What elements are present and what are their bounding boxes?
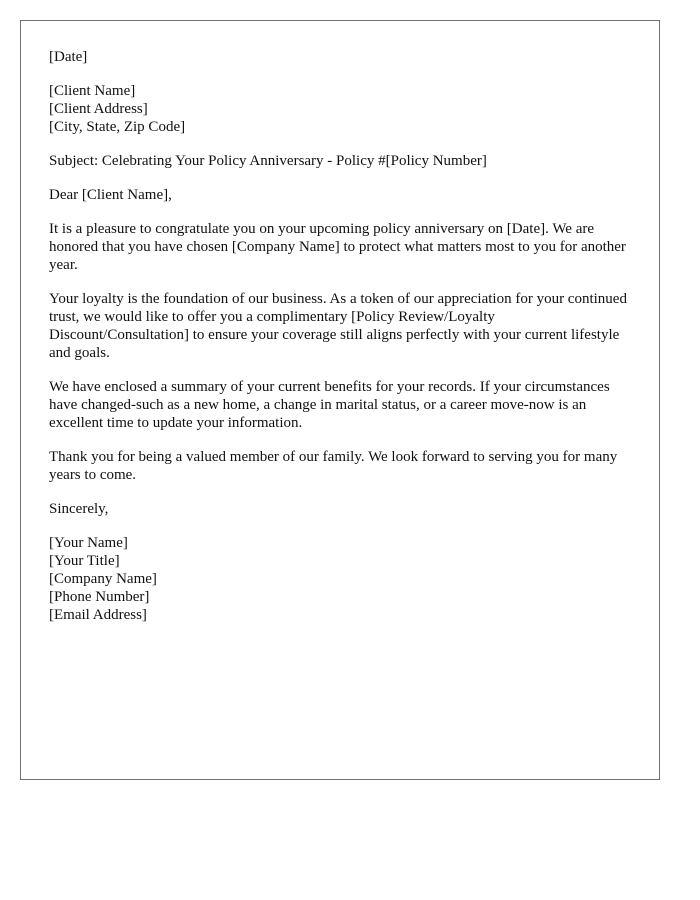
client-name: [Client Name] — [49, 83, 136, 99]
letter-closing: Sincerely, — [49, 501, 109, 517]
subject-line — [49, 152, 631, 170]
signature-email: [Email Address] — [49, 607, 147, 623]
body-paragraph-2: Your loyalty is the foundation of our business. As a token of our appreciation for your continued trust, we would like to offer you a complimentary [Policy Review/Loyalty Discount/Consultation] to ensure your coverage still aligns perfectly with your current lifestyle and goals. — [49, 291, 627, 361]
recipient-block — [49, 82, 631, 136]
closing-line — [49, 500, 631, 518]
letter-page — [20, 20, 660, 780]
letter-subject: Subject: Celebrating Your Policy Anniversary - Policy #[Policy Number] — [49, 153, 487, 169]
body-paragraph-1: It is a pleasure to congratulate you on your upcoming policy anniversary on [Date]. We are honored that you have chosen [Company Name] to protect what matters most to you for another year. — [49, 221, 626, 273]
letter-salutation: Dear [Client Name], — [49, 187, 172, 203]
client-city-state-zip: [City, State, Zip Code] — [49, 119, 186, 135]
signature-block — [49, 534, 631, 624]
body-paragraph-4: Thank you for being a valued member of our family. We look forward to serving you for many years to come. — [49, 449, 618, 483]
client-address: [Client Address] — [49, 101, 148, 117]
signature-title: [Your Title] — [49, 553, 120, 569]
signature-phone: [Phone Number] — [49, 589, 150, 605]
salutation-line — [49, 186, 631, 204]
letter-date: [Date] — [49, 49, 88, 65]
signature-name: [Your Name] — [49, 535, 128, 551]
signature-company: [Company Name] — [49, 571, 157, 587]
body-paragraph-3: We have enclosed a summary of your current benefits for your records. If your circumstances have changed-such as a new home, a change in marital status, or a career move-now is an excellent time to update your information. — [49, 379, 610, 431]
date-line — [49, 48, 631, 66]
